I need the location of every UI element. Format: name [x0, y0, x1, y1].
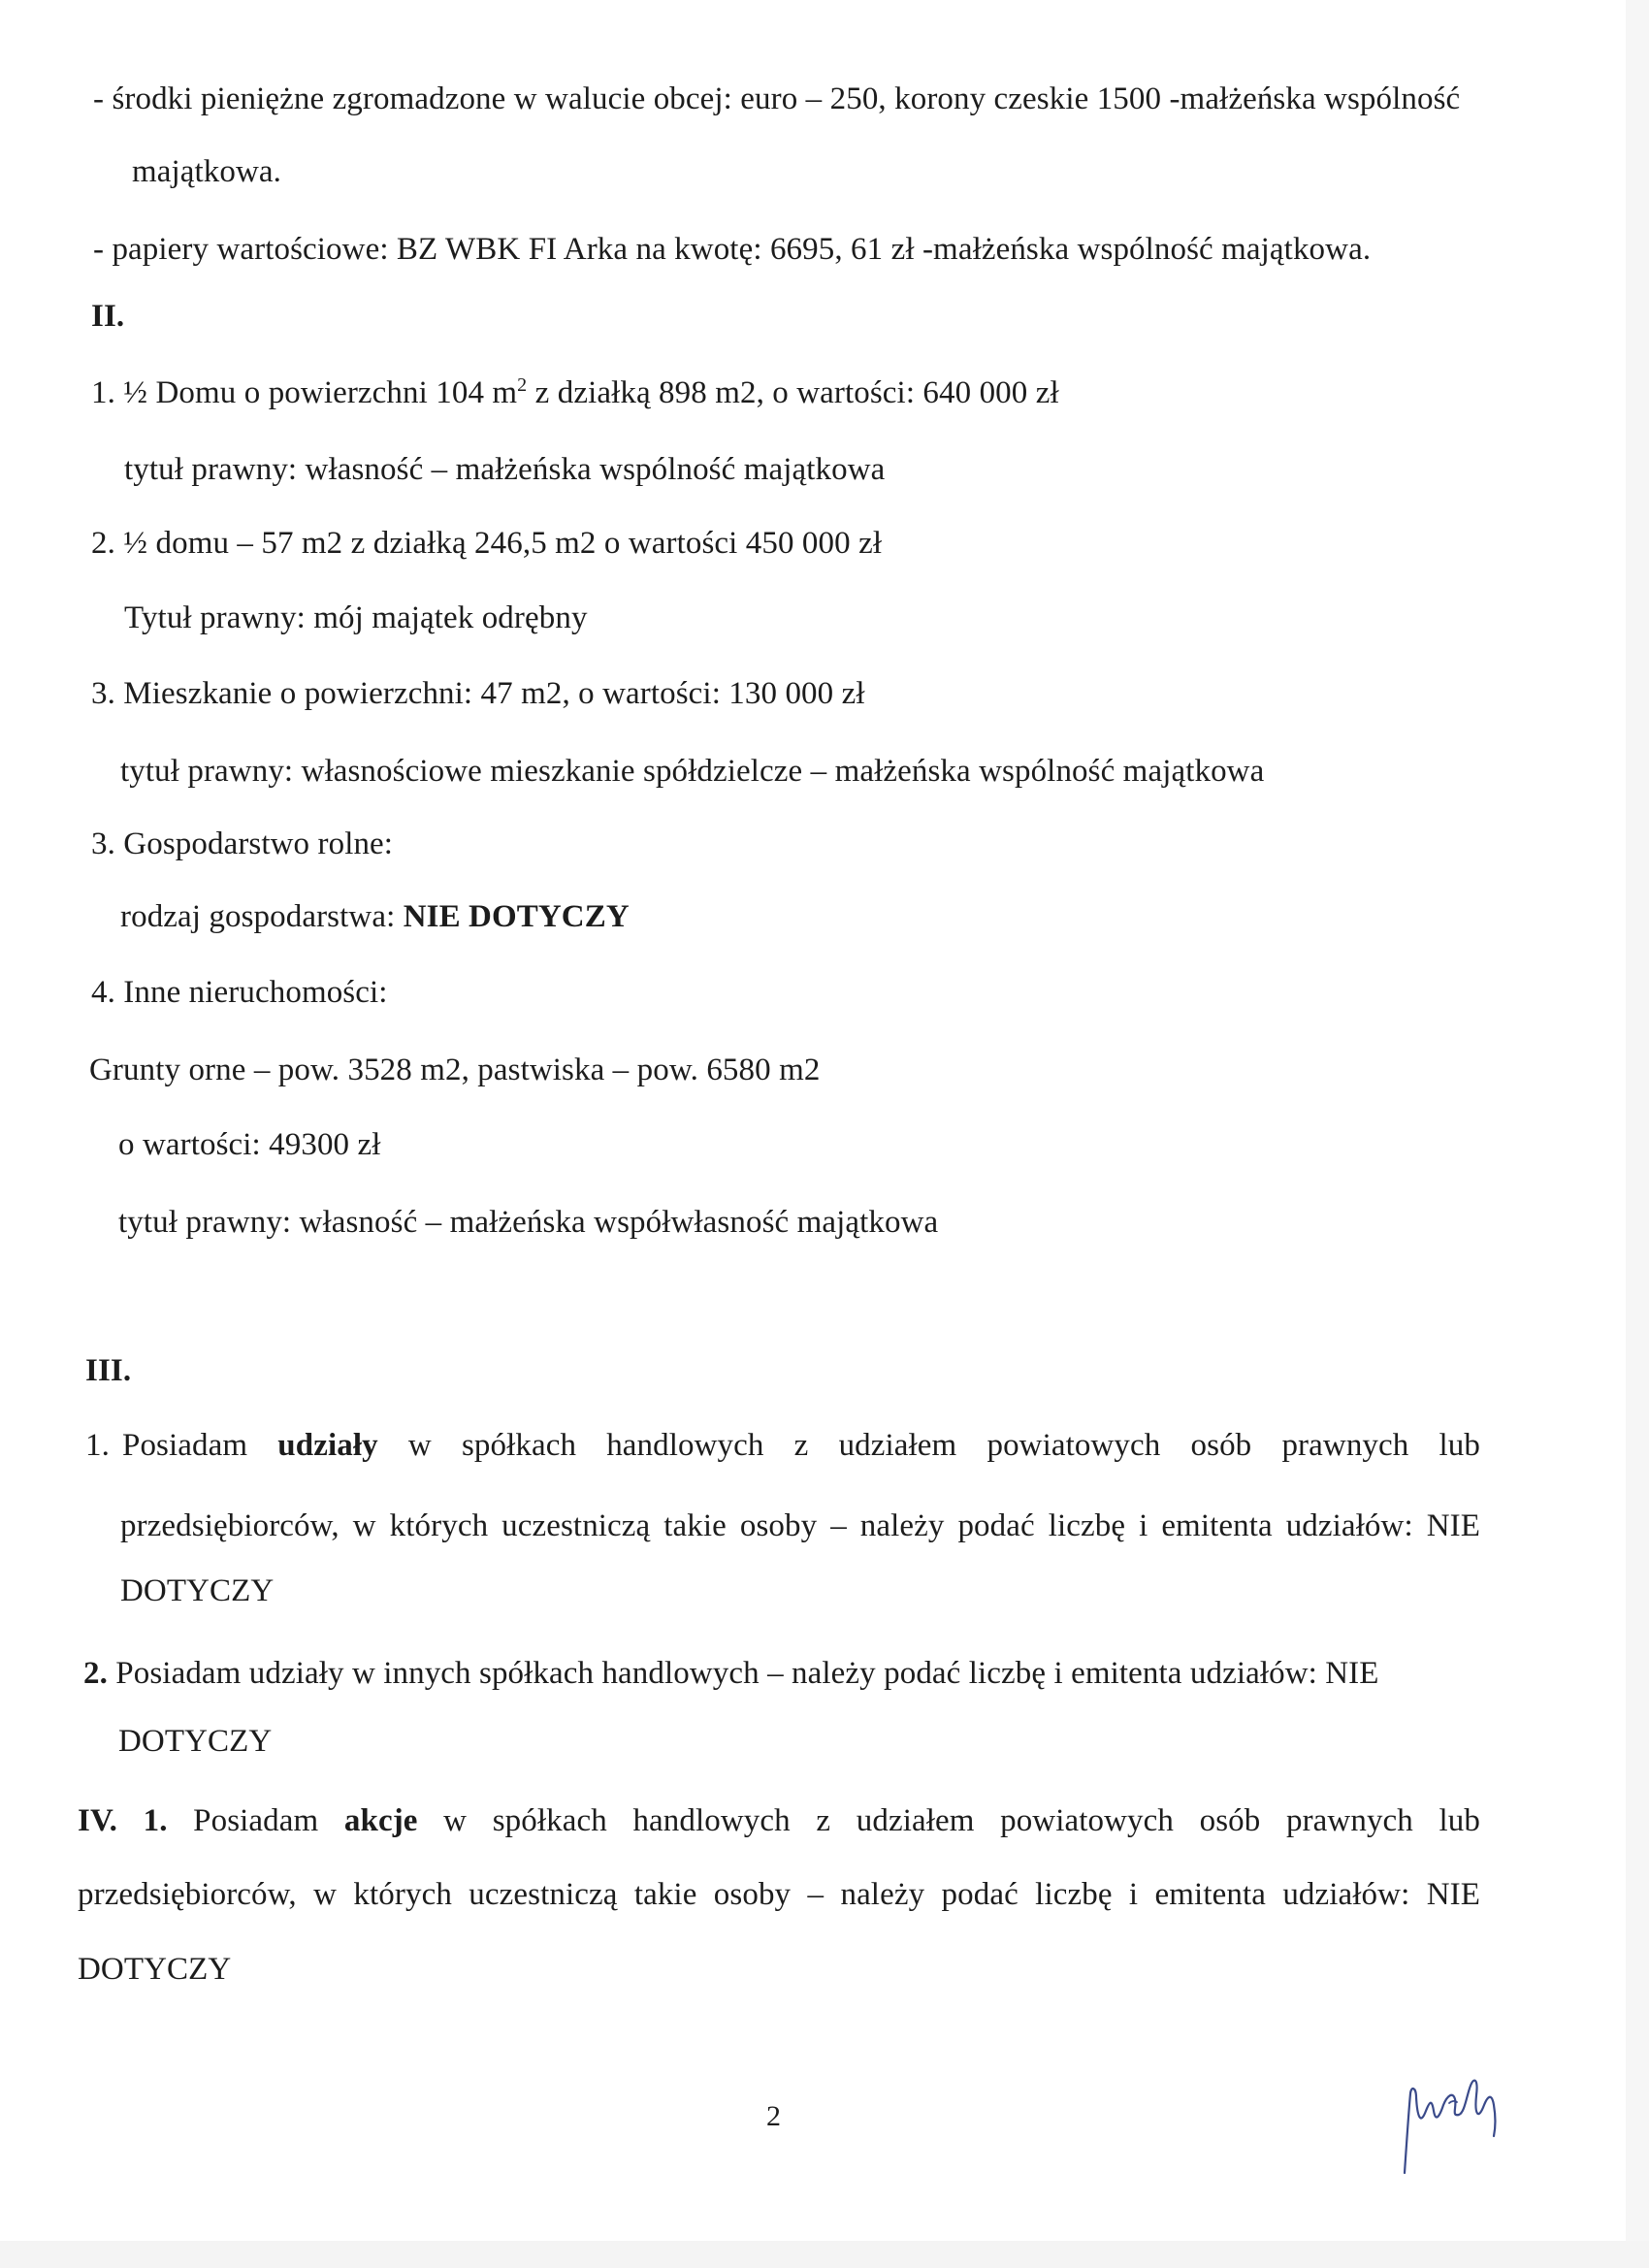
stocks-item-1-line1: IV. 1. Posiadam akcje w spółkach handlowych z udziałem powiatowych osób prawnych lub: [78, 1803, 1480, 1838]
section-ii-heading: II.: [91, 299, 125, 334]
securities-line: - papiery wartościowe: BZ WBK FI Arka na kwotę: 6695, 61 zł -małżeńska wspólność majątkowa.: [93, 232, 1372, 267]
handwritten-signature: [1387, 2066, 1523, 2183]
other-property-item: 4. Inne nieruchomości:: [91, 975, 388, 1010]
shares-item-1-num: 1.: [85, 1428, 110, 1463]
stocks-item-1-line2: przedsiębiorców, w których uczestniczą takie osoby – należy podać liczbę i emitenta udziałów: NIE: [78, 1877, 1480, 1912]
other-property-title: tytuł prawny: własność – małżeńska współwłasność majątkowa: [118, 1205, 939, 1240]
property-item-3: 3. Mieszkanie o powierzchni: 47 m2, o wartości: 130 000 zł: [91, 676, 865, 711]
section-iii-heading: III.: [85, 1353, 132, 1388]
property-item-2-title: Tytuł prawny: mój majątek odrębny: [124, 600, 588, 635]
stocks-item-1-line3: DOTYCZY: [78, 1952, 232, 1987]
shares-item-2: 2. Posiadam udziały w innych spółkach handlowych – należy podać liczbę i emitenta udziałów: NIE: [83, 1656, 1379, 1691]
other-property-land: Grunty orne – pow. 3528 m2, pastwiska – pow. 6580 m2: [89, 1053, 821, 1087]
foreign-currency-line-cont: majątkowa.: [132, 154, 282, 189]
shares-item-2-line2: DOTYCZY: [118, 1724, 273, 1759]
property-item-1: 1. ½ Domu o powierzchni 104 $m^2$ z działką 898 m2, o wartości: 640 000 zł: [91, 374, 1059, 410]
property-item-3-title: tytuł prawny: własnościowe mieszkanie spółdzielcze – małżeńska wspólność majątkowa: [120, 754, 1265, 789]
shares-item-1-line2: przedsiębiorców, w których uczestniczą takie osoby – należy podać liczbę i emitenta udziałów: NIE: [120, 1508, 1480, 1543]
shares-item-1-line3: DOTYCZY: [120, 1573, 275, 1608]
property-item-2: 2. ½ domu – 57 m2 z działką 246,5 m2 o wartości 450 000 zł: [91, 526, 883, 561]
page-number: 2: [766, 2100, 781, 2132]
farm-type: rodzaj gospodarstwa: NIE DOTYCZY: [120, 899, 630, 934]
scan-edge-bottom: [0, 2241, 1649, 2268]
other-property-value: o wartości: 49300 zł: [118, 1127, 381, 1162]
property-item-1-title: tytuł prawny: własność – małżeńska wspólność majątkowa: [124, 452, 886, 487]
foreign-currency-line: - środki pieniężne zgromadzone w walucie obcej: euro – 250, korony czeskie 1500 -małżeńska wspólność: [93, 81, 1461, 116]
farm-item: 3. Gospodarstwo rolne:: [91, 826, 394, 861]
scan-edge-right: [1626, 0, 1649, 2268]
shares-item-1-line1: Posiadam udziały w spółkach handlowych z udziałem powiatowych osób prawnych lub: [122, 1428, 1480, 1463]
